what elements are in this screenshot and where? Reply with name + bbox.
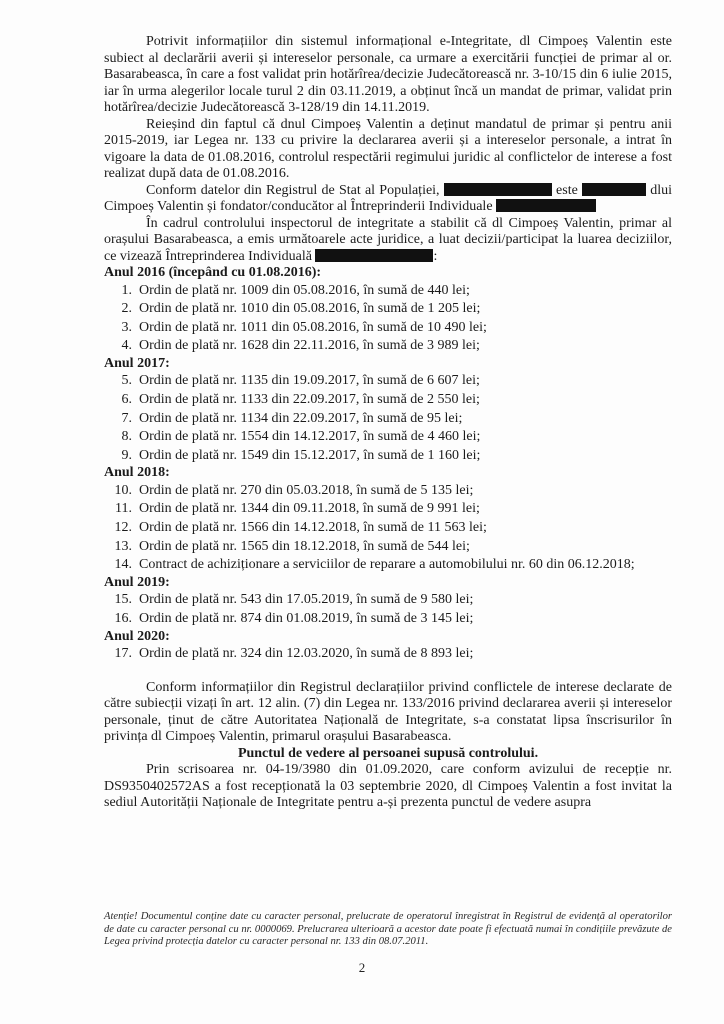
year-heading: Anul 2016 (începând cu 01.08.2016): bbox=[104, 265, 322, 280]
item-number: 17. bbox=[114, 646, 132, 661]
payment-list bbox=[104, 282, 672, 356]
redaction-block bbox=[444, 183, 552, 196]
item-number: 15. bbox=[114, 592, 132, 608]
year-heading: Anul 2017: bbox=[104, 355, 170, 371]
item-number: 8. bbox=[121, 429, 132, 445]
item-text: Ordin de plată nr. 1133 din 22.09.2017, în sumă de 2 550 lei; bbox=[139, 391, 480, 407]
item-number: 6. bbox=[121, 391, 132, 407]
item-text: Ordin de plată nr. 1549 din 15.12.2017, în sumă de 1 160 lei; bbox=[139, 447, 481, 463]
list-item bbox=[104, 610, 672, 629]
item-text: Ordin de plată nr. 270 din 05.03.2018, în sumă de 5 135 lei; bbox=[139, 482, 474, 498]
control-findings-colon: : bbox=[433, 248, 438, 264]
item-text: Ordin de plată nr. 874 din 01.08.2019, în sumă de 3 145 lei; bbox=[139, 610, 474, 626]
list-item bbox=[104, 319, 672, 338]
list-item bbox=[104, 410, 672, 429]
year-group-2018 bbox=[104, 465, 672, 574]
item-number: 14. bbox=[114, 557, 132, 573]
item-text: Ordin de plată nr. 1134 din 22.09.2017, în sumă de 95 lei; bbox=[139, 410, 463, 426]
item-number: 11. bbox=[115, 501, 132, 517]
list-item bbox=[104, 300, 672, 319]
list-item bbox=[104, 645, 672, 664]
item-number: 2. bbox=[121, 301, 132, 317]
year-heading: Anul 2019: bbox=[104, 574, 170, 590]
paragraph-mandate-context: Reieșind din faptul că dnul Cimpoeș Valentin a deținut mandatul de primar și pentru anii 2015-2019, iar Legea nr. 133 cu privire la declararea averii și a intereselor personale, a intrat în vigoare la data de 01.08.2016, controlul respectării regimului juridic al conflictelor de interese a fost realizat după data de 01.08.2016. bbox=[104, 116, 672, 181]
payment-list bbox=[104, 372, 672, 465]
item-number: 13. bbox=[114, 538, 132, 554]
payment-list bbox=[104, 645, 672, 664]
payment-list bbox=[104, 591, 672, 628]
list-item bbox=[104, 500, 672, 519]
item-text: Ordin de plată nr. 1628 din 22.11.2016, în sumă de 3 989 lei; bbox=[139, 338, 480, 354]
item-number: 4. bbox=[121, 338, 132, 354]
year-heading: Anul 2020: bbox=[104, 628, 170, 644]
item-number: 10. bbox=[114, 482, 132, 498]
year-group-2016 bbox=[104, 265, 672, 356]
item-text: Ordin de plată nr. 543 din 17.05.2019, în sumă de 9 580 lei; bbox=[139, 592, 474, 608]
item-text: Ordin de plată nr. 1010 din 05.08.2016, în sumă de 1 205 lei; bbox=[139, 301, 481, 317]
item-text: Ordin de plată nr. 1566 din 14.12.2018, în sumă de 11 563 lei; bbox=[139, 520, 487, 536]
item-text: Ordin de plată nr. 1554 din 14.12.2017, în sumă de 4 460 lei; bbox=[139, 429, 481, 445]
redaction-block bbox=[315, 249, 433, 262]
payment-list bbox=[104, 482, 672, 575]
item-text: Ordin de plată nr. 1009 din 05.08.2016, în sumă de 440 lei; bbox=[139, 282, 470, 298]
list-item bbox=[104, 482, 672, 501]
list-item bbox=[104, 391, 672, 410]
item-number: 9. bbox=[121, 447, 132, 463]
item-number: 1. bbox=[121, 282, 132, 298]
personal-data-notice: Atenție! Documentul conține date cu caracter personal, prelucrate de operatorul înregistrat în Registrul de evidență al operatorilor de date cu caracter personal cu nr. 0000069. Prelucrarea ulterioară a acestor date poate fi efectuată numai în condițiile prevăzute de Legea privind protecția datelor cu caracter personal nr. 133 din 08.07.2011. bbox=[104, 911, 672, 947]
list-item bbox=[104, 538, 672, 557]
item-number: 12. bbox=[114, 520, 132, 536]
item-number: 7. bbox=[121, 410, 132, 426]
item-number: 5. bbox=[121, 373, 132, 389]
item-text: Ordin de plată nr. 1011 din 05.08.2016, în sumă de 10 490 lei; bbox=[139, 319, 487, 335]
item-text: Ordin de plată nr. 1565 din 18.12.2018, în sumă de 544 lei; bbox=[139, 538, 470, 554]
list-item bbox=[104, 447, 672, 466]
list-item bbox=[104, 556, 672, 575]
document-body bbox=[104, 34, 672, 812]
paragraph-integrity-info: Potrivit informațiilor din sistemul informațional e-Integritate, dl Cimpoeș Valentin este subiect al declarării averii și intereselor personale, ca urmare a exercitării funcției de primar al or. Basarabeasca, în care a fost validat prin hotărîrea/decizie Judecătorească nr. 3-10/15 din 6 iulie 2015, iar în urma alegerilor locale turul 2 din 03.11.2019, a obținut încă un mandat de primar, validat prin hotărîrea/decizie Judecătorească 3-128/19 din 14.11.2019. bbox=[104, 34, 672, 115]
population-registry-text-3: dlui Cimpoeș Valentin și fondator/conducător al Întreprinderii Individuale bbox=[104, 182, 673, 214]
item-text: Ordin de plată nr. 1135 din 19.09.2017, în sumă de 6 607 lei; bbox=[139, 373, 480, 389]
list-item bbox=[104, 428, 672, 447]
population-registry-text-2: este bbox=[556, 182, 578, 198]
item-number: 16. bbox=[114, 610, 132, 626]
list-item bbox=[104, 591, 672, 610]
year-group-2017 bbox=[104, 356, 672, 465]
year-group-2019 bbox=[104, 575, 672, 629]
section-heading-point-of-view: Punctul de vedere al persoanei supusă controlului. bbox=[237, 745, 539, 761]
list-item bbox=[104, 519, 672, 538]
paragraph-control-findings bbox=[104, 216, 672, 266]
item-text: Ordin de plată nr. 324 din 12.03.2020, în sumă de 8 893 lei; bbox=[139, 646, 474, 661]
item-number: 3. bbox=[121, 319, 132, 335]
list-item bbox=[104, 282, 672, 301]
year-heading: Anul 2018: bbox=[104, 465, 170, 481]
population-registry-text-1: Conform datelor din Registrul de Stat al Populației, bbox=[146, 182, 440, 198]
item-text: Contract de achiziționare a serviciilor de reparare a automobilului nr. 60 din 06.12.2018; bbox=[139, 557, 635, 573]
item-text: Ordin de plată nr. 1344 din 09.11.2018, în sumă de 9 991 lei; bbox=[139, 501, 480, 517]
year-group-2020 bbox=[104, 629, 672, 664]
paragraph-population-registry bbox=[104, 183, 672, 216]
redaction-block bbox=[582, 183, 646, 196]
redaction-block bbox=[496, 199, 596, 212]
paragraph-invitation-letter: Prin scrisoarea nr. 04-19/3980 din 01.09.2020, care conform avizului de recepție nr. DS9350402572AS a fost recepționată la 03 septembrie 2020, dl Cimpoeș Valentin a fost invitat la sediul Autorității Naționale de Integritate pentru a-și prezenta punctul de vedere asupra bbox=[104, 762, 672, 811]
control-findings-text: În cadrul controlului inspectorul de integritate a stabilit că dl Cimpoeș Valentin, primar al orașului Basarabeasca, a emis următoarele acte juridice, a luat decizii/participat la luarea deciziilor, ce vizează Întreprinderea Individuală bbox=[104, 215, 672, 264]
list-item bbox=[104, 372, 672, 391]
page-number: 2 bbox=[358, 960, 366, 975]
paragraph-conflict-registry: Conform informațiilor din Registrul declarațiilor privind conflictele de interese declarate de către subiecții vizați în art. 12 alin. (7) din Legea nr. 133/2016 privind declararea averii și intereselor personale, ținut de către Autoritatea Națională de Integritate, s-a constatat lipsa înscrisurilor în privința dl Cimpoeș Valentin, primarul orașului Basarabeasca. bbox=[104, 679, 672, 745]
list-item bbox=[104, 337, 672, 356]
